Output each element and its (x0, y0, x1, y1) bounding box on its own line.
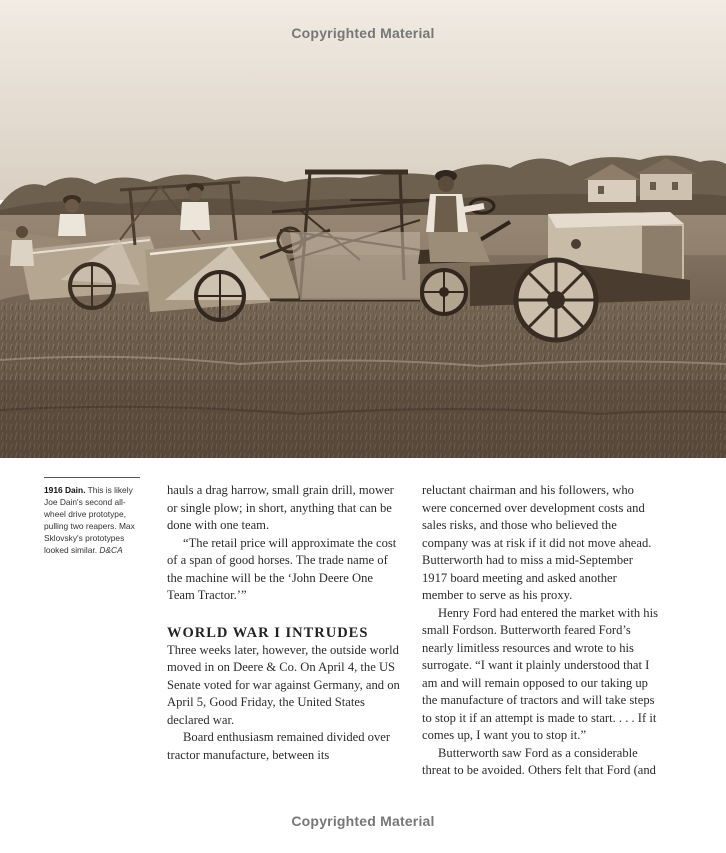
caption-credit: D&CA (99, 545, 123, 555)
paragraph: Butterworth saw Ford as a considerable threat to be avoided. Others felt that Ford (and (422, 745, 656, 777)
paragraph: “The retail price will approximate the cost of a span of good horses. The trade name of the machine will be the ‘John Deere One Team Tractor.’” (167, 535, 397, 602)
watermark-top: Copyrighted Material (291, 25, 435, 41)
caption-text: This is likely Joe Dain's second all-wheel drive prototype, pulling two reapers. Max Sklovsky's prototypes looked similar. (44, 485, 135, 555)
text-column-2 (422, 482, 658, 780)
paragraph: Board enthusiasm remained divided over tractor manufacture, between its (167, 730, 391, 762)
photo-caption (44, 484, 144, 556)
paragraph: Henry Ford had entered the market with his small Fordson. Butterworth feared Ford’s nearly limitless resources and wrote to his surrogate. “I want it plainly understood that I am and will remain opposed to our taking up the manufacture of tractors and will take steps to stop it if an attempt is made to start. . . . If it comes up, I want you to stop it.” (422, 605, 658, 742)
caption-title: 1916 Dain. (44, 485, 86, 495)
paragraph: Three weeks later, however, the outside world moved in on Deere & Co. On April 4, the US Senate voted for war against Germany, and on April 5, Good Friday, the United States declared war. (167, 642, 400, 727)
section-heading: WORLD WAR I INTRUDES (167, 624, 369, 641)
watermark-bottom: Copyrighted Material (291, 813, 435, 829)
text-column-1 (167, 482, 403, 764)
paragraph: reluctant chairman and his followers, who were concerned over development costs and sales risks, and those who believed the company was at risk if it did not move ahead. Butterworth had to miss a mid-September 1917 board meeting and asked another member to serve as his proxy. (422, 483, 652, 602)
paragraph: hauls a drag harrow, small grain drill, mower or single plow; in short, anything that can be done with one team. (167, 483, 394, 532)
caption-rule (44, 477, 140, 478)
